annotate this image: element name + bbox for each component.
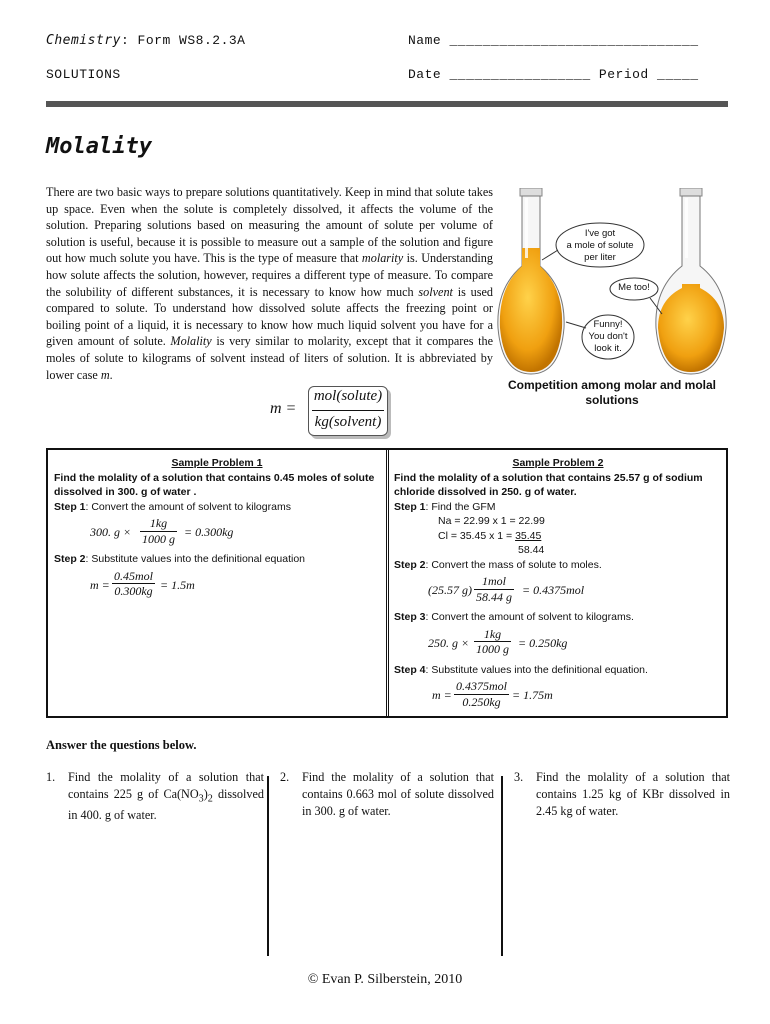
sample-problems-divider xyxy=(386,450,389,716)
intro-term-m: m xyxy=(100,367,110,382)
formula-fraction-bar xyxy=(312,410,384,411)
date-period-field[interactable]: Date _________________ Period _____ xyxy=(408,67,699,82)
gfm-line-2-text: Cl = 35.45 x 1 = xyxy=(438,529,516,542)
eq-denominator: 1000 g xyxy=(476,642,509,656)
gfm-line-2-value: 35.45 xyxy=(515,529,542,542)
form-code: : Form WS8.2.3A xyxy=(120,33,246,48)
column-divider-1 xyxy=(267,776,269,956)
step-label: Step 1 xyxy=(54,500,86,513)
sample-problem-2-title: Sample Problem 2 xyxy=(512,457,604,469)
copyright-footer: © Evan P. Silberstein, 2010 xyxy=(307,972,463,987)
formula-numerator: mol(solute) xyxy=(313,388,383,404)
sample-1-step-1 xyxy=(54,500,380,515)
step-label: Step 2 xyxy=(394,558,426,571)
intro-text-1: There are two basic ways to prepare solutions quantitatively. Keep in mind that solute takes up space. Even when the solute is completely dissolved, it affects the volume of the solution. Preparing solutions based on measuring the amount of solute per volume of solution is useful, because it is possible to measure out a sample of the solution and figure out how much solute you have. This is the type of measure that xyxy=(46,185,493,266)
sample-2-step-3 xyxy=(394,610,722,625)
subject-label: Chemistry xyxy=(46,33,121,48)
sample-problem-1 xyxy=(54,456,380,605)
eq-fraction xyxy=(454,679,509,709)
step-text: : Find the GFM xyxy=(425,500,496,513)
gfm-line-2 xyxy=(394,529,722,544)
page-title: Molality xyxy=(46,134,152,159)
course-form-line xyxy=(46,33,245,67)
eq-rhs: = 0.300kg xyxy=(184,525,234,539)
sample-2-step-4 xyxy=(394,663,722,678)
sample-2-step-2 xyxy=(394,558,722,573)
sample-problem-1-title: Sample Problem 1 xyxy=(171,457,263,469)
question-3-number: 3. xyxy=(514,770,524,784)
molality-formula xyxy=(270,386,390,438)
question-1-text-c: dissolved in 400. g of water. xyxy=(68,787,264,823)
sample-problem-2-task: Find the molality of a solution that contains 25.57 g of sodium chloride dissolved in 250. g of water. xyxy=(394,471,703,498)
sample-problem-2 xyxy=(394,456,722,715)
questions-header: Answer the questions below. xyxy=(46,738,197,752)
step-label: Step 3 xyxy=(394,611,426,623)
eq-fraction xyxy=(140,516,177,546)
question-1-subscript-1: 3 xyxy=(198,793,204,805)
sample-1-step-2 xyxy=(54,552,380,567)
sample-1-equation-1 xyxy=(54,514,380,552)
intro-text-4: is very similar to molarity, except that it compares the moles of solute to kilograms of solvent instead of liters of solution. It is abbreviated by lower case xyxy=(46,334,493,382)
sample-1-equation-2 xyxy=(54,567,380,605)
eq-rhs: = 1.5m xyxy=(160,577,195,592)
question-1-text xyxy=(68,769,264,824)
question-1-text-a: Find the molality of a solution that contains 225 g of Ca(NO xyxy=(68,770,264,801)
bubble-1-line-3: per liter xyxy=(584,252,616,263)
question-2-number: 2. xyxy=(280,770,290,784)
eq-lhs: 300. g × xyxy=(90,525,132,539)
gfm-total: 58.44 xyxy=(518,544,545,556)
flask-left-icon xyxy=(498,188,564,374)
step-text: : Substitute values into the definitional equation xyxy=(85,553,306,565)
eq-denominator: 0.300kg xyxy=(114,584,153,598)
eq-lhs: m = xyxy=(432,688,452,702)
figure-caption: Competition among molar and molal solutions xyxy=(507,378,716,407)
step-label: Step 4 xyxy=(394,663,426,676)
worksheet-header-left xyxy=(46,33,245,101)
step-text: : Substitute values into the definitional equation. xyxy=(425,663,648,676)
bubble-1-text xyxy=(556,228,644,264)
gfm-line-1: Na = 22.99 x 1 = 22.99 xyxy=(438,515,545,527)
step-text: : Convert the amount of solvent to kilograms xyxy=(85,500,291,513)
eq-numerator: 0.4375mol xyxy=(456,679,507,693)
eq-denominator: 0.250kg xyxy=(462,694,501,709)
formula-denominator: kg(solvent) xyxy=(314,414,382,430)
question-3-text: Find the molality of a solution that contains 1.25 kg of KBr dissolved in 2.45 kg of water. xyxy=(536,770,730,818)
intro-term-molarity: molarity xyxy=(361,251,404,266)
sample-2-equation-2 xyxy=(394,625,722,663)
sample-2-step-1 xyxy=(394,500,722,515)
column-divider-2 xyxy=(501,776,503,956)
intro-paragraph xyxy=(46,184,493,383)
eq-fraction xyxy=(474,627,511,657)
sample-problems-box xyxy=(46,448,728,718)
flask-illustration xyxy=(494,188,730,376)
intro-term-solvent: solvent xyxy=(418,284,453,299)
eq-numerator: 1kg xyxy=(140,516,177,532)
eq-lhs: (25.57 g) xyxy=(428,583,472,597)
eq-numerator: 1kg xyxy=(474,627,511,643)
step-label: Step 2 xyxy=(54,553,86,565)
bubble-3-line-3: look it. xyxy=(594,343,622,354)
eq-denominator: 58.44 g xyxy=(476,589,512,604)
eq-rhs: = 0.250kg xyxy=(518,635,568,650)
bubble-1-line-2: a mole of solute xyxy=(566,240,634,251)
eq-lhs: 250. g × xyxy=(428,635,470,650)
sample-2-equation-3 xyxy=(394,677,722,715)
eq-fraction xyxy=(474,574,514,604)
intro-text-5: . xyxy=(109,367,113,382)
sample-problem-1-task: Find the molality of a solution that contains 0.45 moles of solute dissolved in 300. g of water . xyxy=(54,471,375,498)
step-text: : Convert the amount of solvent to kilograms. xyxy=(425,611,634,623)
eq-denominator: 1000 g xyxy=(142,531,175,546)
question-1-subscript-2: 2 xyxy=(207,793,213,805)
eq-lhs: m = xyxy=(90,577,110,592)
eq-rhs: = 0.4375mol xyxy=(522,583,585,597)
bubble-3-line-2: You don't xyxy=(588,331,628,342)
header-rule xyxy=(46,101,728,107)
step-text: : Convert the mass of solute to moles. xyxy=(425,558,602,571)
unit-label: SOLUTIONS xyxy=(46,67,121,82)
intro-text-2: is. Understanding how solute affects the solution, however, requires a different type of measure. To compare the solubility of different substances, it is necessary to know how much xyxy=(46,251,493,299)
eq-fraction xyxy=(112,569,155,599)
bubble-3-text xyxy=(582,319,634,355)
question-1-number: 1. xyxy=(46,770,56,784)
step-label: Step 1 xyxy=(394,500,426,513)
intro-text-3: is used compared to solute. To understand how dissolved solute affects the freezing point or boiling point of a liquid, it is necessary to know how much liquid solvent you have for a given amount of solute. xyxy=(46,284,493,349)
eq-numerator: 0.45mol xyxy=(114,568,153,583)
formula-lhs: m = xyxy=(270,400,297,417)
bubble-2-text: Me too! xyxy=(618,282,650,293)
worksheet-header-right xyxy=(408,33,728,101)
eq-rhs: = 1.75m xyxy=(512,688,553,702)
intro-term-molality: Molality xyxy=(170,334,212,349)
question-1-text-b: ) xyxy=(203,787,208,801)
bubble-3-line-1: Funny! xyxy=(593,319,623,330)
eq-numerator: 1mol xyxy=(474,574,514,590)
bubble-1-line-1: I've got xyxy=(584,228,616,239)
sample-2-equation-1 xyxy=(394,572,722,610)
question-2-text: Find the molality of a solution that contains 0.663 mol of solute dissolved in 300. g of water. xyxy=(302,770,494,818)
name-field[interactable]: Name ______________________________ xyxy=(408,33,699,48)
flask-right-icon xyxy=(656,188,726,374)
